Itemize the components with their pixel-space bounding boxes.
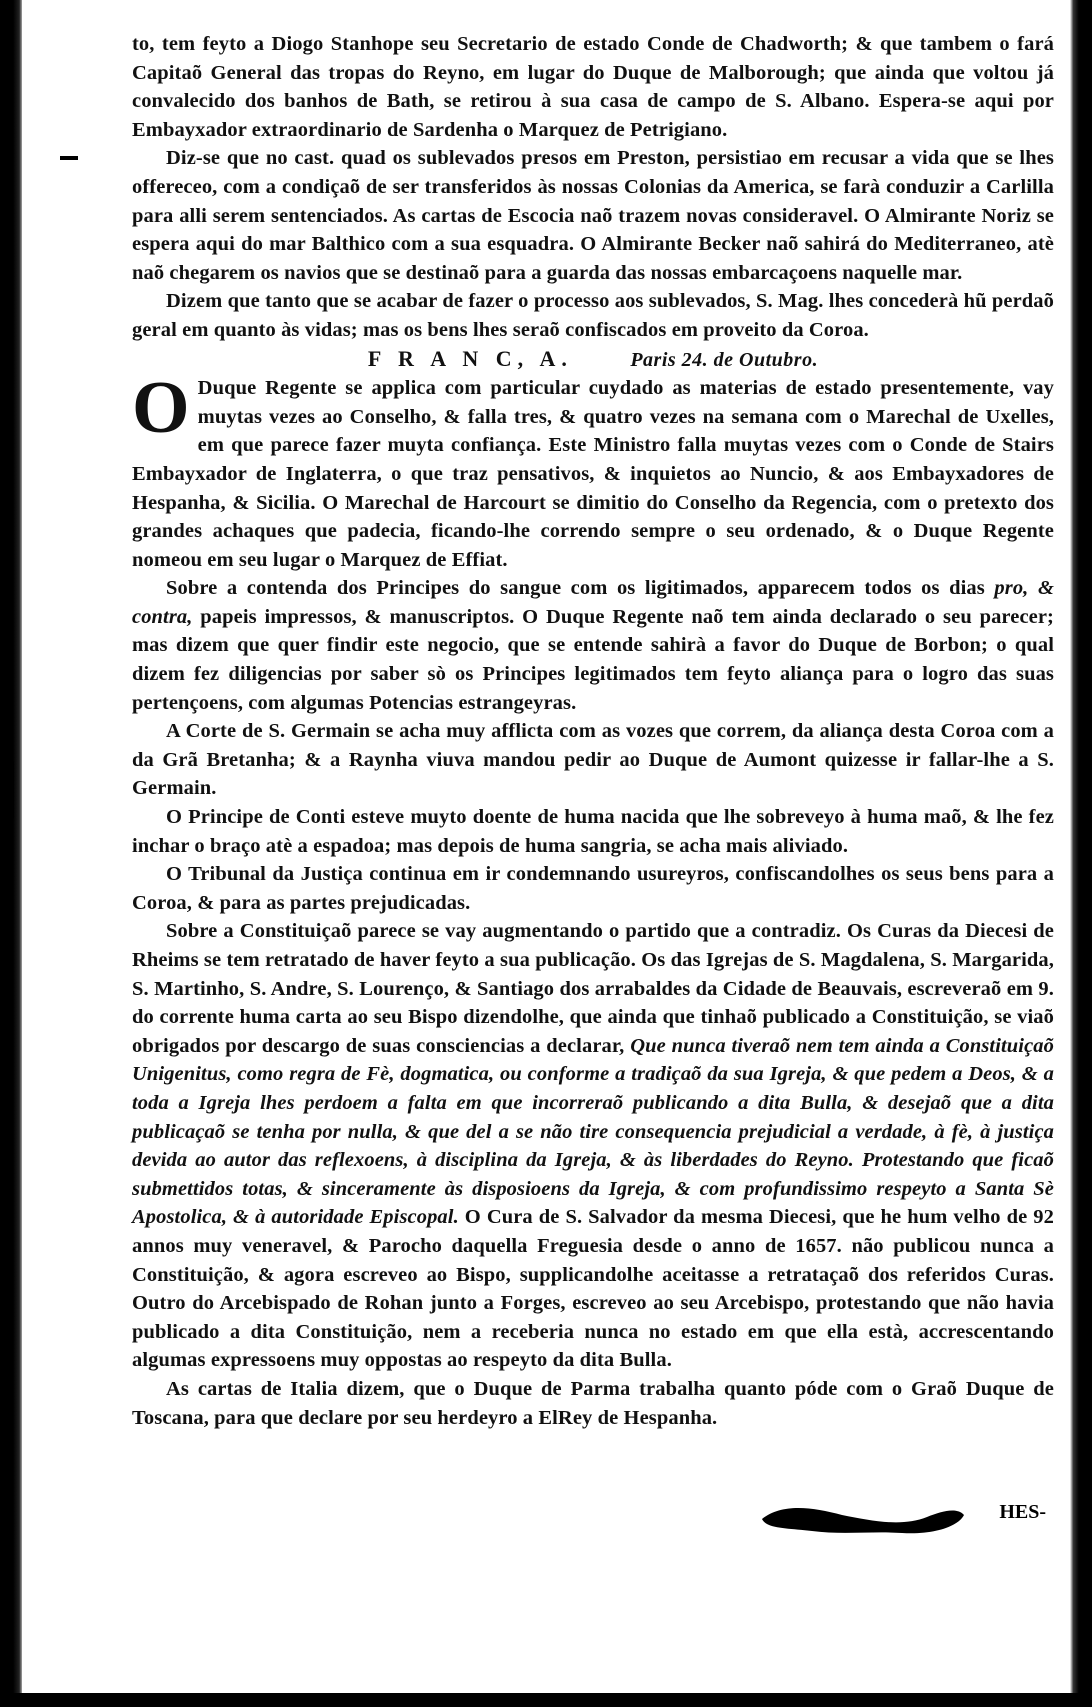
paragraph-france-2-italic: pro, & contra, [132, 577, 1054, 628]
margin-blot [6, 760, 14, 820]
drop-cap: O [132, 367, 190, 450]
scan-edge-bottom [0, 1693, 1092, 1707]
paragraph-france-5: O Tribunal da Justiça continua em ir condemnando usureyros, confiscandolhes os seus bens para a Coroa, & para as partes prejudicadas. [132, 863, 1054, 914]
ink-blot [752, 1497, 972, 1537]
paragraph-france-2-pre: Sobre a contenda dos Principes do sangue com os ligitimados, apparecem todos os dias [166, 577, 995, 600]
paragraph-france-6-italic: Que nunca tiveraõ nem tem ainda a Constituiçaõ Unigenitus, como regra de Fè, dogmatica, ou conforme a tradiçaõ da sua Igreja, & que pedem a Deos, & a toda a Igreja lhes perdoem a falta em que incorreraõ publicando a dita Bulla, & desejaõ que a dita publicaçaõ se tenha por nulla, & que del a se não tire consequencia prejudicial a verdade, à fè, à justiça devida ao autor das reflexoens, à disciplina da Igreja, & às liberdades do Reyno. Protestando que ficaõ submettidos totas, & sinceramente às disposioens da Igreja, & com profundissimo respeyto a Santa Sè Apostolica, & à autoridade Episcopal. [132, 1034, 1055, 1229]
paragraph-france-1-text: Duque Regente se applica com particular cuydado as materias de estado presentemente, vay muytas vezes ao Conselho, & falla tres, & quatro vezes na semana com o Marechal de Uxelles, em que parece fazer muyta confiança. Este Ministro falla muytas vezes com o Conde de Stairs Embayxador de Inglaterra, o que traz pensativos, & inquietos ao Nuncio, & aos Embayxadores de Hespanha, & Sicilia. O Marechal de Harcourt se dimitio do Conselho da Regencia, com o pretexto dos grandes achaques que padecia, ficando-lhe correndo sempre o seu ordenado, & o Duque Regente nomeou em seu lugar o Marquez de Effiat. [132, 377, 1054, 571]
heading-dateline: Paris 24. de Outubro. [630, 348, 819, 371]
paragraph-italy: As cartas de Italia dizem, que o Duque de Parma trabalha quanto póde com o Graõ Duque de Toscana, para que declare por seu herdeyro a ElRey de Hespanha. [132, 1377, 1054, 1429]
footer-row [132, 1497, 1054, 1537]
paragraph-france-2 [132, 574, 1054, 717]
heading-country: F R A N C, A. [367, 345, 573, 371]
text-column [132, 30, 1054, 1432]
margin-mark [60, 156, 78, 160]
catchword: HES- [999, 1501, 1046, 1523]
paragraph-france-6-post: O Cura de S. Salvador da mesma Diecesi, que he hum velho de 92 annos muy veneravel, & Parocho daquella Freguesia desde o anno de 1657. não publicou nunca a Constituição, & agora escreveo ao Bispo, supplicandolhe aceitasse a retrataçaõ dos referidos Curas. Outro do Arcebispado de Rohan junto a Forges, escreveo ao seu Arcebispo, protestando que não havia publicado a dita Constituição, nem a receberia nunca no estado em que ella està, accrescentando algumas expressoens muy oppostas ao respeyto da dita Bulla. [132, 1206, 1054, 1372]
paragraph-france-6-pre: Sobre a Constituiçaõ parece se vay augmentando o partido que a contradiz. Os Curas da Diecesi de Rheims se tem retratado de haver feyto a sua publicação. Os das Igrejas de S. Magdalena, S. Margarida, S. Martinho, S. Andre, S. Lourenço, & Santiago dos arrabaldes da Cidade de Beauvais, escreveraõ em 9. do corrente huma carta ao seu Bispo dizendolhe, que ainda que tinhaõ publicado a Constituição, se viaõ obrigados por descargo de suas consciencias a declarar, [132, 920, 1054, 1057]
paragraph-france-1 [132, 367, 1054, 574]
paragraph-france-2-post: papeis impressos, & manuscriptos. O Duque Regente naõ tem ainda declarado o seu parecer; mas dizem que quer findir este negocio, que se entende sahirà a favor do Duque de Borbon; o qual dizem fez diligencias por saber sò os Principes legitimados tem feyto aliança para o logro das suas pertençoens, com algumas Potencias estrangeyras. [132, 605, 1054, 714]
paragraph-france-3: A Corte de S. Germain se acha muy afflicta com as vozes que correm, da aliança desta Coroa com a da Grã Bretanha; & a Raynha viuva mandou pedir ao Duque de Aumont quizesse ir fallar-lhe a S. Germain. [132, 720, 1054, 800]
scan-edge-left [0, 0, 24, 1707]
paragraph-france-6 [132, 917, 1054, 1375]
paragraph-england-3: Dizem que tanto que se acabar de fazer o processo aos sublevados, S. Mag. lhes concederà hũ perdaõ geral em quanto às vidas; mas os bens lhes seraõ confiscados em proveito da Coroa. [132, 290, 1054, 341]
paragraph-england-1: to, tem feyto a Diogo Stanhope seu Secretario de estado Conde de Chadworth; & que tambem o fará Capitaõ General das tropas do Reyno, em lugar do Duque de Malborough; que ainda que voltou já convalecido dos banhos de Bath, se retirou à sua casa de campo de S. Albano. Espera-se aqui por Embayxador extraordinario de Sardenha o Marquez de Petrigiano. [132, 33, 1054, 141]
paragraph-france-4: O Principe de Conti esteve muyto doente de huma nacida que lhe sobreveyo à huma maõ, & lhe fez inchar o braço atè a espadoa; mas depois de huma sangria, se acha mais aliviado. [132, 806, 1054, 857]
section-heading-france [132, 345, 1054, 375]
paragraph-england-2: Diz-se que no cast. quad os sublevados presos em Preston, persistiao em recusar a vida que se lhes offereceo, com a condiçaõ de ser transferidos às nossas Colonias da America, se farà conduzir a Carlilla para alli serem sentenciados. As cartas de Escocia naõ trazem novas consideravel. O Almirante Noriz se espera aqui do mar Balthico com a sua esquadra. O Almirante Becker naõ sahirá do Mediterraneo, atè naõ chegarem os navios que se destinaõ para a guarda das nossas embarcaçoens naquelle mar. [132, 147, 1054, 284]
scan-edge-right [1070, 0, 1092, 1707]
